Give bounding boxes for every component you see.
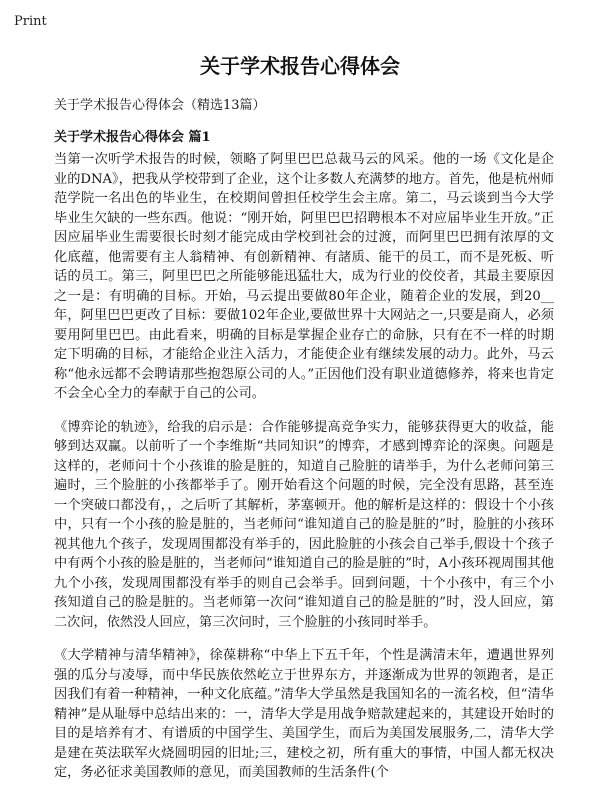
article-body bbox=[54, 150, 554, 797]
section-heading: 关于学术报告心得体会 篇1 bbox=[54, 130, 211, 145]
paragraph-2: 《博弈论的轨迹》，给我的启示是：合作能够提高竞争实力，能够获得更大的收益，能够到达双赢。以前听了一个李维斯“共同知识”的博弈，才感到博弈论的深奥。问题是这样的，老师问十个小孩谁的脸是脏的，知道自己脸脏的请举手，为什么老师问第三遍时，三个脸脏的小孩都举手了。刚开始看这个问题的时候，完全没有思路，甚至连一个突破口都没有，，之后听了其解析，茅塞顿开。他的解析是这样的：假设十个小孩中，只有一个小孩的脸是脏的，当老师问“谁知道自己的脸是脏的”时，脸脏的小孩环视其他九个孩子，发现周围都没有举手的，因此脸脏的小孩会自己举手,假设十个孩子中有两个小孩的脸是脏的，当老师问“谁知道自己的脸是脏的”时，A小孩环视周围其他九个小孩，发现周围都没有举手的则自己会举手。回到问题，十个小孩中，有三个小孩知道自己的脸是脏的。当老师第一次问“谁知道自己的脸是脏的”时，没人回应，第二次问，依然没人回应，第三次问时，三个脸脏的小孩同时举手。 bbox=[54, 419, 554, 630]
print-link[interactable]: Print bbox=[14, 14, 47, 29]
document-title: 关于学术报告心得体会 bbox=[200, 54, 400, 78]
paragraph-1: 当第一次听学术报告的时候，领略了阿里巴巴总裁马云的风采。他的一场《文化是企业的DNA》，把我从学校带到了企业，这个让多数人充满梦的地方。首先，他是杭州师范学院一名出色的毕业生，在校期间曾担任校学生会主席。第二，马云谈到当今大学毕业生欠缺的一些东西。他说：“刚开始，阿里巴巴招聘根本不对应届毕业生开放。”正因应届毕业生需要很长时刻才能完成由学校到社会的过渡，而阿里巴巴拥有浓厚的文化底蕴，他需要有主人翁精神、有创新精神、有諸质、能干的员工，而不是死板、听话的员工。第三，阿里巴巴之所能够能迅猛壮大，成为行业的佼佼者，其最主要原因之一是：有明确的目标。开始，马云提出要做80年企业，随着企业的发展，到20__年，阿里巴巴更改了目标：要做102年企业,要做世界十大网站之一,只要是商人，必须要用阿里巴巴。由此看来，明确的目标是掌握企业存亡的命脉，只有在不一样的时期定下明确的目标，才能给企业注入活力，才能使企业有继续发展的动力。此外，马云称“他永远都不会聘请那些抱怨原公司的人。”正因他们没有职业道德修养，将来也肯定不会全心全力的奉献于自己的公司。 bbox=[54, 152, 554, 401]
document-subtitle: 关于学术报告心得体会（精选13篇） bbox=[54, 98, 266, 113]
paragraph-3: 《大学精神与清华精神》，徐葆耕称“中华上下五千年，个性是满清末年，遭遇世界列强的瓜分与凌辱，而中华民族依然屹立于世界东方，并逐渐成为世界的领跑者，是正因我们有着一种精神，一种文化底蕴。”清华大学虽然是我国知名的一流名校，但“清华精神”是从耻辱中总结出来的：一，清华大学是用战争赔款建起来的，其建设开始时的目的是培养有才、有谱质的中国学生、美国学生，而后为美国发展服务,二，清华大学是建在英法联军火烧圆明园的旧址;三，建校之初，所有重大的事情，中国人都无权决定，务必征求美国教师的意见，而美国教师的生活条件(个 bbox=[54, 648, 554, 780]
